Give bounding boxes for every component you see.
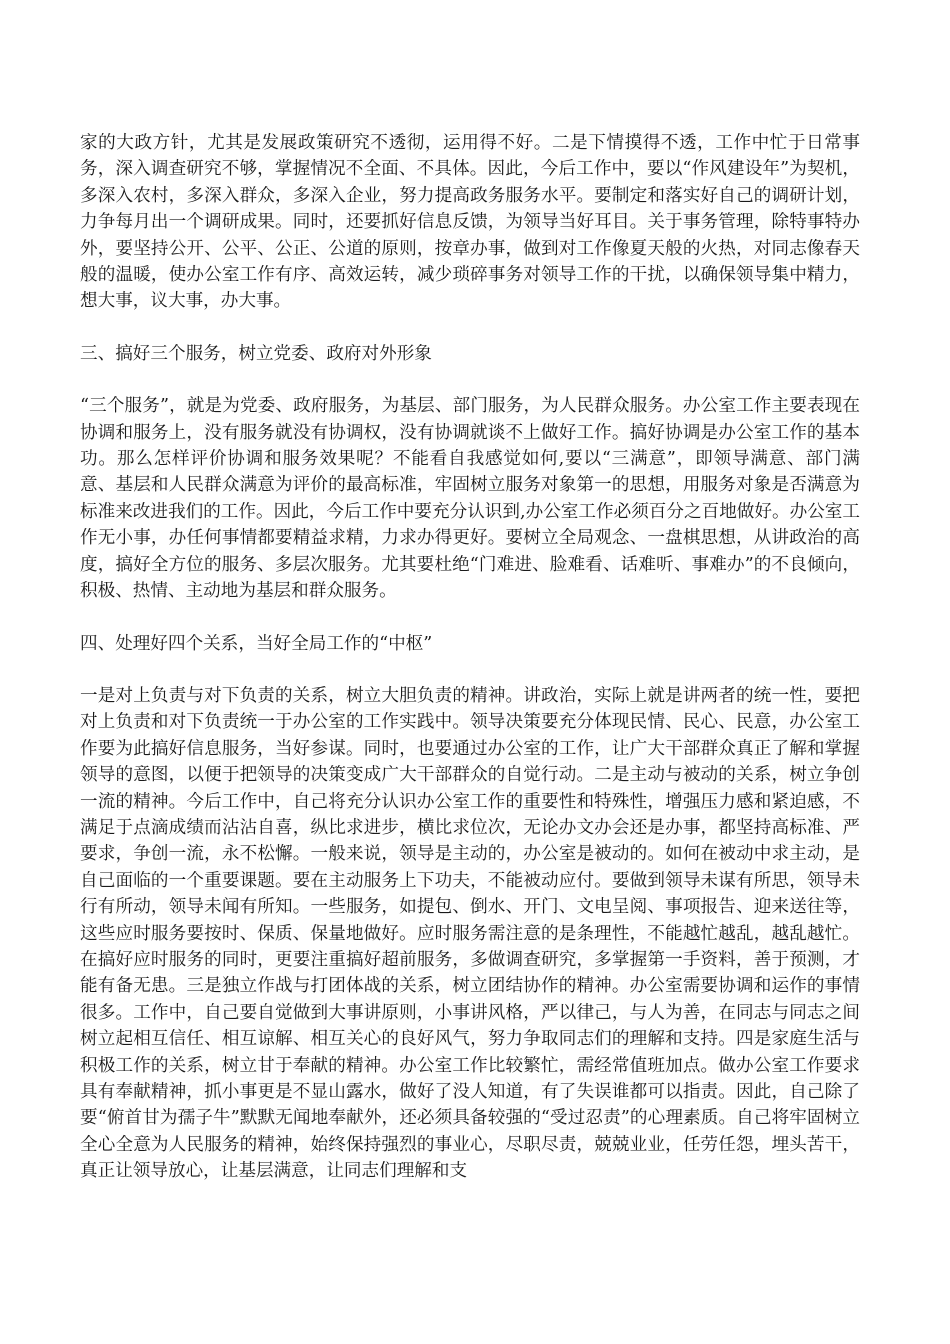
paragraph-research: 家的大政方针，尤其是发展政策研究不透彻，运用得不好。二是下情摸得不透，工作中忙于日常事务，深入调查研究不够，掌握情况不全面、不具体。因此，今后工作中，要以“作风建设年”为契机，多深入农村，多深入群众，多深入企业，努力提高政务服务水平。要制定和落实好自己的调研计划，力争每月出一个调研成果。同时，还要抓好信息反馈，为领导当好耳目。关于事务管理，除特事特办外，要坚持公开、公平、公正、公道的原则，按章办事，做到对工作像夏天般的火热，对同志像春天般的温暖，使办公室工作有序、高效运转，减少琐碎事务对领导工作的干扰，以确保领导集中精力，想大事，议大事，办大事。 xyxy=(80,133,860,312)
document-body xyxy=(80,130,860,1211)
section-heading-four: 四、处理好四个关系，当好全局工作的“中枢” xyxy=(80,633,433,654)
section-heading-three: 三、搞好三个服务，树立党委、政府对外形象 xyxy=(80,343,432,364)
paragraph-four-relations: 一是对上负责与对下负责的关系，树立大胆负责的精神。讲政治，实际上就是讲两者的统一性，要把对上负责和对下负责统一于办公室的工作实践中。领导决策要充分体现民情、民心、民意，办公室工作要为此搞好信息服务，当好参谋。同时，也要通过办公室的工作，让广大干部群众真正了解和掌握领导的意图，以便于把领导的决策变成广大干部群众的自觉行动。二是主动与被动的关系，树立争创一流的精神。今后工作中，自己将充分认识办公室工作的重要性和特殊性，增强压力感和紧迫感，不满足于点滴成绩而沾沾自喜，纵比求进步，横比求位次，无论办文办会还是办事，都坚持高标准、严要求，争创一流，永不松懈。一般来说，领导是主动的，办公室是被动的。如何在被动中求主动，是自己面临的一个重要课题。要在主动服务上下功夫，不能被动应付。要做到领导未谋有所思，领导未行有所动，领导未闻有所知。一些服务，如提包、倒水、开门、文电呈阅、事项报告、迎来送往等，这些应时服务要按时、保质、保量地做好。应时服务需注意的是条理性，不能越忙越乱，越乱越忙。在搞好应时服务的同时，更要注重搞好超前服务，多做调查研究，多掌握第一手资料，善于预测，才能有备无患。三是独立作战与打团体战的关系，树立团结协作的精神。办公室需要协调和运作的事情很多。工作中，自己要自觉做到大事讲原则，小事讲风格，严以律己，与人为善，在同志与同志之间树立起相互信任、相互谅解、相互关心的良好风气，努力争取同志们的理解和支持。四是家庭生活与积极工作的关系，树立甘于奉献的精神。办公室工作比较繁忙，需经常值班加点。做办公室工作要求具有奉献精神，抓小事更是不显山露水，做好了没人知道，有了失误谁都可以指责。因此，自己除了要“俯首甘为孺子牛”默默无闻地奉献外，还必须具备较强的“受过忍责”的心理素质。自己将牢固树立全心全意为人民服务的精神，始终保持强烈的事业心，尽职尽责，兢兢业业，任劳任怨，埋头苦干，真正让领导放心，让基层满意，让同志们理解和支 xyxy=(80,685,860,1182)
paragraph-three-services: “三个服务”，就是为党委、政府服务，为基层、部门服务，为人民群众服务。办公室工作主要表现在协调和服务上，没有服务就没有协调权，没有协调就谈不上做好工作。搞好协调是办公室工作的基本功。那么怎样评价协调和服务效果呢？不能看自我感觉如何,要以“三满意”，即领导满意、部门满意、基层和人民群众满意为评价的最高标准，牢固树立服务对象第一的思想，用服务对象是否满意为标准来改进我们的工作。因此，今后工作中要充分认识到,办公室工作必须百分之百地做好。办公室工作无小事，办任何事情都要精益求精，力求办得更好。要树立全局观念、一盘棋思想，从讲政治的高度，搞好全方位的服务、多层次服务。尤其要杜绝“门难进、脸难看、话难听、事难办”的不良倾向，积极、热情、主动地为基层和群众服务。 xyxy=(80,396,860,602)
